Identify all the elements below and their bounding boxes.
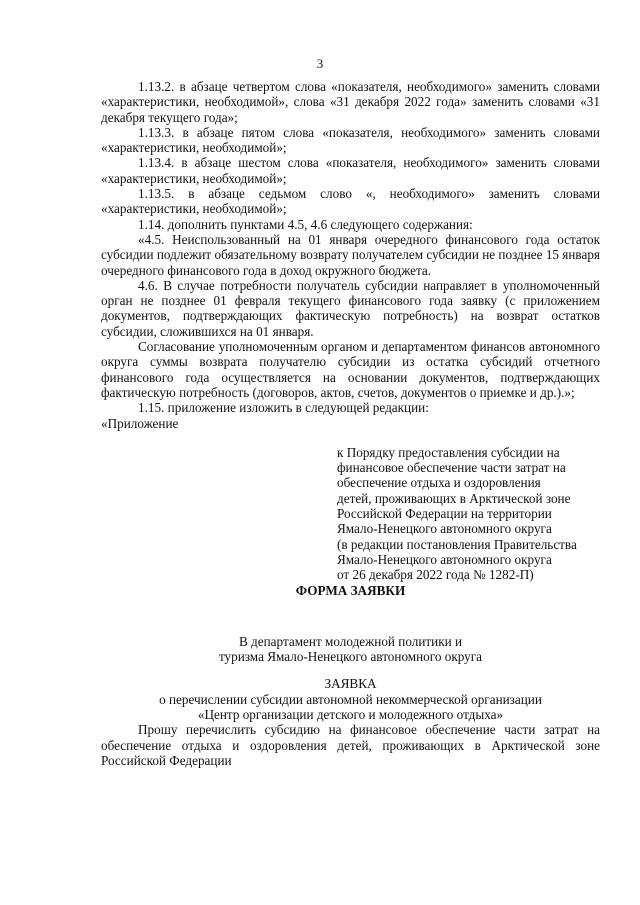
addressee-line: В департамент молодежной политики и [238, 633, 463, 649]
application-title: ЗАЯВКА [324, 676, 377, 692]
appendix-reference [337, 445, 600, 583]
appendix-line: Ямало-Ненецкого автономного округа [337, 521, 552, 537]
appendix-line: Ямало-Ненецкого автономного округа [337, 551, 552, 567]
appendix-line: детей, проживающих в Арктической зоне [337, 490, 571, 506]
paragraph-agreement: Согласование уполномоченным органом и департаментом финансов автономного округа суммы возврата получателю субсидии из остатка субсидий отчетного финансового года осуществляется на основании документов, подтверждающих фактическую потребность (договоров, актов, счетов, документов о приемке и др.).»; [101, 339, 600, 400]
form-heading: ФОРМА ЗАЯВКИ [295, 582, 406, 598]
paragraph-1-13-2: 1.13.2. в абзаце четвертом слова «показателя, необходимого» заменить словами «характеристики, необходимой», слова «31 декабря 2022 года» заменить словами «31 декабря текущего года»; [101, 79, 600, 125]
appendix-line: к Порядку предоставления субсидии на [337, 444, 560, 460]
appendix-label: «Приложение [101, 415, 179, 431]
addressee-line: туризма Ямало-Ненецкого автономного округа [218, 649, 483, 665]
paragraph-4-5: «4.5. Неиспользованный на 01 января очередного финансового года остаток субсидии подлежит обязательному возврату получателем субсидии не позднее 15 января очередного финансового года в доход окружного бюджета. [101, 231, 600, 278]
paragraph-1-13-3: 1.13.3. в абзаце пятом слова «показателя, необходимого» заменить словами «характеристики, необходимой»; [101, 124, 600, 156]
paragraph-1-13-5: 1.13.5. в абзаце седьмом слово «, необходимого» заменить словами «характеристики, необходимой»; [101, 186, 600, 217]
paragraph-1-14: 1.14. дополнить пунктами 4.5, 4.6 следующего содержания: [138, 216, 473, 232]
addressee [101, 634, 600, 665]
paragraph-1-15: 1.15. приложение изложить в следующей редакции: [138, 400, 429, 416]
document-body [101, 79, 600, 768]
paragraph-1-13-4: 1.13.4. в абзаце шестом слова «показателя, необходимого» заменить словами «характеристики, необходимой»; [101, 155, 600, 186]
application-subtitle-line: о перечислении субсидии автономной некоммерческой организации [159, 691, 542, 707]
page-number: 3 [316, 56, 324, 71]
appendix-line: обеспечение отдыха и оздоровления [337, 475, 541, 491]
appendix-line: Российской Федерации на территории [337, 506, 552, 522]
application-title-block [101, 676, 600, 722]
appendix-line: (в редакции постановления Правительства [337, 536, 577, 552]
paragraph-4-6: 4.6. В случае потребности получатель субсидии направляет в уполномоченный орган не позднее 01 февраля текущего финансового года заявку (с приложением документов, подтверждающих фактическую потребность) на возврат остатков субсидии, сложившихся на 01 января. [101, 277, 600, 339]
request-paragraph: Прошу перечислить субсидию на финансовое обеспечение части затрат на обеспечение отдыха и оздоровления детей, проживающих в Арктической зоне Российской Федерации [101, 722, 600, 768]
appendix-line: от 26 декабря 2022 года № 1282-П) [337, 567, 534, 583]
appendix-line: финансовое обеспечение части затрат на [337, 460, 566, 476]
application-subtitle-line: «Центр организации детского и молодежного отдыха» [197, 706, 504, 722]
